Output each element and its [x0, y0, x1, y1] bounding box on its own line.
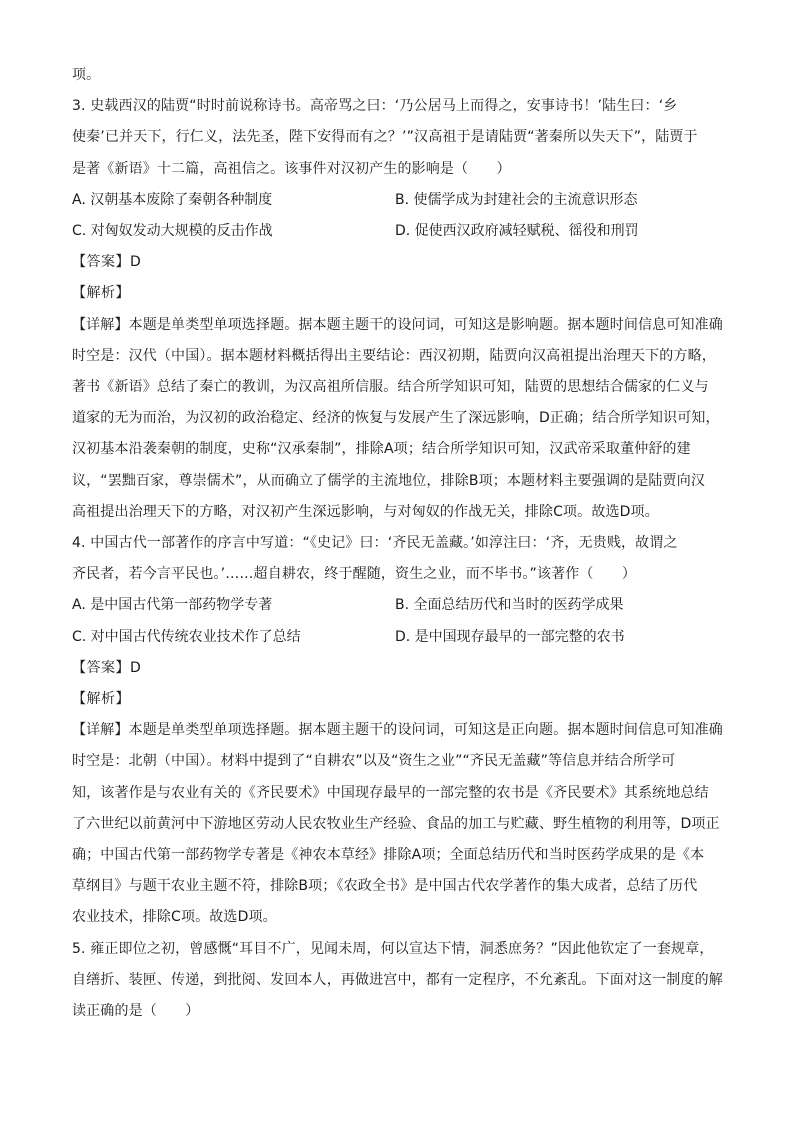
explanation-line: 草纲目》与题干农业主题不符，排除B项；《农政全书》是中国古代农学著作的集大成者，总结了历代	[72, 878, 698, 895]
text-line: 项。	[72, 67, 101, 83]
answer-label: 【答案】D	[72, 254, 142, 271]
explanation-line: 道家的无为而治，为汉初的政治稳定、经济的恢复与发展产生了深远影响，D正确；结合所学知识可知，	[72, 410, 720, 427]
question-4-options-row	[72, 622, 732, 653]
explanation-line: 时空是：北朝（中国）。材料中提到了“自耕农”以及“资生之业”“齐民无盖藏”等信息并结合所学可	[72, 753, 676, 770]
explanation-line: 了六世纪以前黄河中下游地区劳动人民农牧业生产经验、食品的加工与贮藏、野生植物的利用等，D项正	[72, 815, 720, 832]
option-a: A. 是中国古代第一部药物学专著	[72, 597, 273, 614]
question-3-stem: 是著《新语》十二篇，高祖信之。该事件对汉初产生的影响是（ ）	[72, 160, 511, 177]
question-4-options-row	[72, 590, 732, 621]
question-3-options-row	[72, 185, 732, 216]
question-5-stem: 读正确的是（ ）	[72, 1003, 200, 1020]
option-c: C. 对匈奴发动大规模的反击作战	[72, 223, 273, 240]
option-c: C. 对中国古代传统农业技术作了总结	[72, 628, 301, 645]
analysis-label: 【解析】	[72, 691, 130, 708]
question-3-options-row	[72, 216, 732, 247]
explanation-line: 确；中国古代第一部药物学专著是《神农本草经》排除A项；全面总结历代和当时医药学成果的是《本	[72, 847, 705, 864]
explanation-line: 农业技术，排除C项。故选D项。	[72, 909, 277, 926]
option-a: A. 汉朝基本废除了秦朝各种制度	[72, 191, 273, 208]
document-page	[72, 60, 732, 1027]
explanation-line: 议，“罢黜百家，尊崇儒术”，从而确立了儒学的主流地位，排除B项；本题材料主要强调的是陆贾向汉	[72, 472, 706, 489]
question-5-stem: 5. 雍正即位之初，曾感慨“耳目不广，见闻未周，何以宣达下情，洞悉庶务？”因此他钦定了一套规章，	[72, 940, 714, 957]
option-b: B. 使儒学成为封建社会的主流意识形态	[395, 191, 638, 208]
question-3-stem: 使秦’已并天下，行仁义，法先圣，陛下安得而有之？’”汉高祖于是请陆贾“著秦所以失天下”，陆贾于	[72, 129, 698, 146]
explanation-line: 汉初基本沿袭秦朝的制度，史称“汉承秦制”，排除A项；结合所学知识可知，汉武帝采取董仲舒的建	[72, 441, 691, 458]
analysis-label: 【解析】	[72, 285, 130, 302]
question-3-stem: 3. 史载西汉的陆贾“时时前说称诗书。高帝骂之曰：‘乃公居马上而得之，安事诗书！’陆生曰：‘乡	[72, 98, 678, 115]
option-d: D. 是中国现存最早的一部完整的农书	[395, 628, 625, 645]
question-5-stem: 自缮折、装匣、传递，到批阅、发回本人，再做进宫中，都有一定程序，不允紊乱。下面对这一制度的解	[72, 971, 723, 988]
question-4-stem: 齐民者，若今言平民也。’……超自耕农，终于醒随，资生之业，而不毕书。”该著作（ ）	[72, 566, 637, 583]
explanation-line: 高祖提出治理天下的方略，对汉初产生深远影响，与对匈奴的作战无关，排除C项。故选D项。	[72, 503, 659, 520]
option-b: B. 全面总结历代和当时的医药学成果	[395, 597, 624, 614]
option-d: D. 促使西汉政府减轻赋税、徭役和刑罚	[395, 223, 639, 240]
explanation-line: 【详解】本题是单类型单项选择题。据本题主题干的设问词，可知这是影响题。据本题时间信息可知准确	[72, 316, 723, 333]
answer-label: 【答案】D	[72, 659, 142, 676]
explanation-line: 知，该著作是与农业有关的《齐民要术》中国现存最早的一部完整的农书是《齐民要术》其系统地总结	[72, 784, 709, 801]
question-4-stem: 4. 中国古代一部著作的序言中写道：“《史记》曰：‘齐民无盖藏。’如淳注曰：‘齐，无贵贱，故谓之	[72, 535, 678, 552]
explanation-line: 著书《新语》总结了秦亡的教训，为汉高祖所信服。结合所学知识可知，陆贾的思想结合儒家的仁义与	[72, 379, 709, 396]
explanation-line: 【详解】本题是单类型单项选择题。据本题主题干的设问词，可知这是正向题。据本题时间信息可知准确	[72, 722, 723, 739]
explanation-line: 时空是：汉代（中国）。据本题材料概括得出主要结论：西汉初期，陆贾向汉高祖提出治理天下的方略，	[72, 347, 716, 364]
